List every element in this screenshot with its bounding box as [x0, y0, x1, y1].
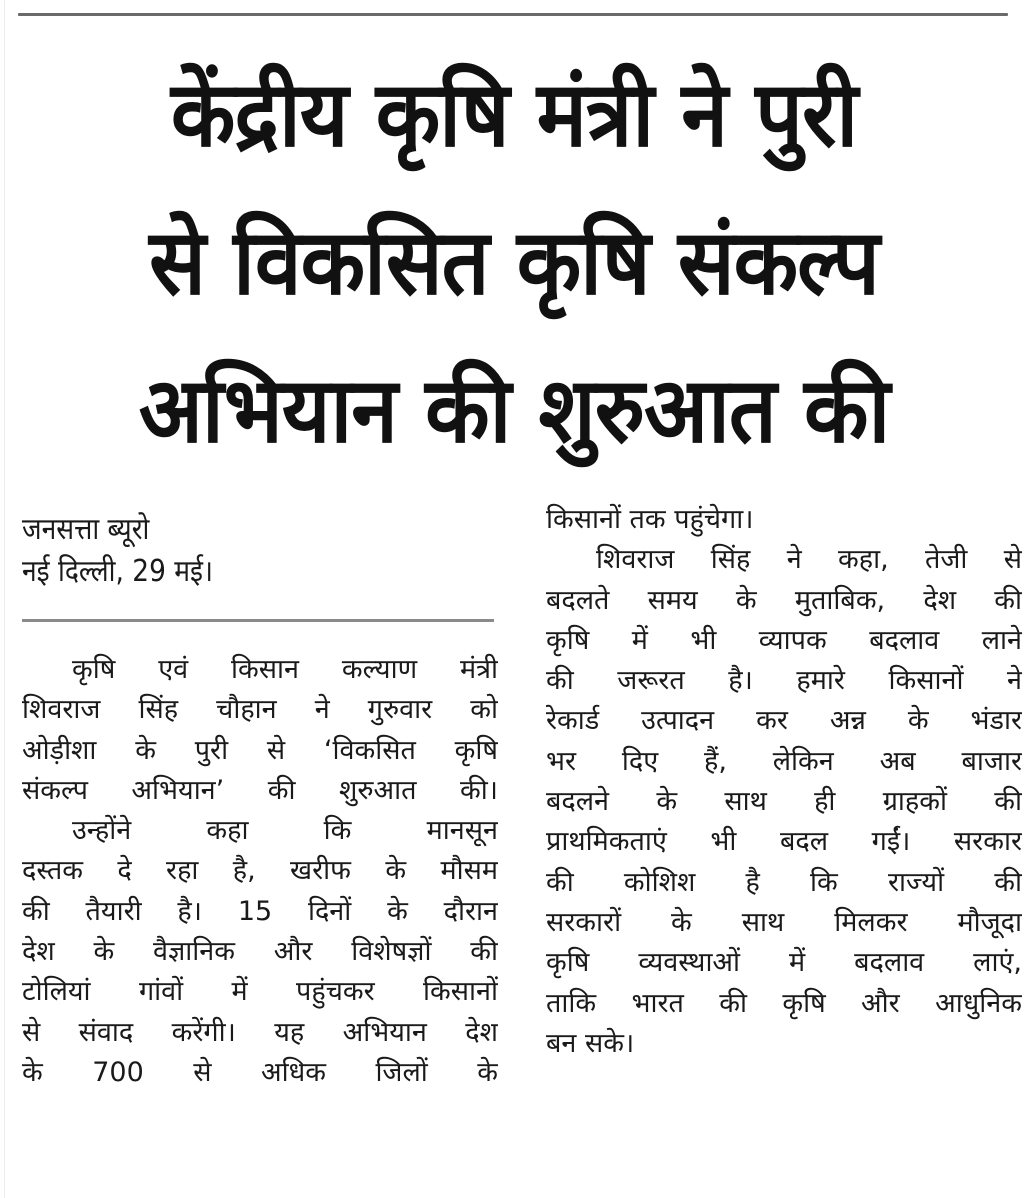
byline	[22, 510, 502, 594]
body-line: बन सके।	[546, 1027, 635, 1059]
body-line: शिवराज सिंह चौहान ने गुरुवार को	[22, 694, 498, 726]
body-line: सरकारों के साथ मिलकर मौजूदा	[546, 906, 1022, 938]
body-line: शिवराज सिंह ने कहा, तेजी से	[596, 544, 1022, 576]
body-line: दस्तक दे रहा है, खरीफ के मौसम	[22, 855, 498, 887]
body-line: ओड़ीशा के पुरी से ‘विकसित कृषि	[22, 734, 498, 766]
byline-rule-divider	[22, 619, 494, 622]
body-line: टोलियां गांवों में पहुंचकर किसानों	[22, 976, 498, 1008]
headline-line-2: से विकसित कृषि संकल्प	[149, 209, 879, 315]
page-edge	[4, 0, 5, 1198]
body-line: किसानों तक पहुंचेगा।	[546, 504, 754, 535]
top-rule-divider	[18, 13, 1008, 16]
byline-dateline: नई दिल्ली, 29 मई।	[22, 554, 214, 589]
body-line: भर दिए हैं, लेकिन अब बाजार	[546, 745, 1022, 777]
article-column-right	[546, 500, 1022, 1064]
body-line: उन्होंने कहा कि मानसून	[72, 815, 498, 847]
body-line: के 700 से अधिक जिलों के	[22, 1056, 498, 1088]
body-line: की कोशिश है कि राज्यों की	[546, 866, 1022, 898]
body-line: रेकार्ड उत्पादन कर अन्न के भंडार	[546, 705, 1022, 737]
body-line: की जरूरत है। हमारे किसानों ने	[546, 665, 1022, 697]
body-line: की तैयारी है। 15 दिनों के दौरान	[22, 895, 498, 927]
headline-line-1: केंद्रीय कृषि मंत्री ने पुरी	[170, 61, 858, 167]
body-line: से संवाद करेंगी। यह अभियान देश	[22, 1016, 498, 1048]
body-line: कृषि एवं किसान कल्याण मंत्री	[72, 654, 498, 685]
headline	[14, 40, 1014, 484]
byline-agency: जनसत्ता ब्यूरो	[22, 512, 150, 547]
body-line: संकल्प अभियान’ की शुरुआत की।	[22, 774, 498, 806]
body-line: बदलते समय के मुताबिक, देश की	[546, 584, 1022, 616]
headline-line-3: अभियान की शुरुआत की	[138, 357, 890, 463]
body-line: कृषि व्यवस्थाओं में बदलाव लाएं,	[546, 947, 1022, 979]
body-line: बदलने के साथ ही ग्राहकों की	[546, 786, 1022, 818]
body-line: प्राथमिकताएं भी बदल गईं। सरकार	[546, 826, 1022, 858]
article-column-left	[22, 650, 498, 1093]
body-line: कृषि में भी व्यापक बदलाव लाने	[546, 624, 1022, 656]
body-line: ताकि भारत की कृषि और आधुनिक	[546, 987, 1022, 1019]
body-line: देश के वैज्ञानिक और विशेषज्ञों की	[22, 936, 498, 968]
